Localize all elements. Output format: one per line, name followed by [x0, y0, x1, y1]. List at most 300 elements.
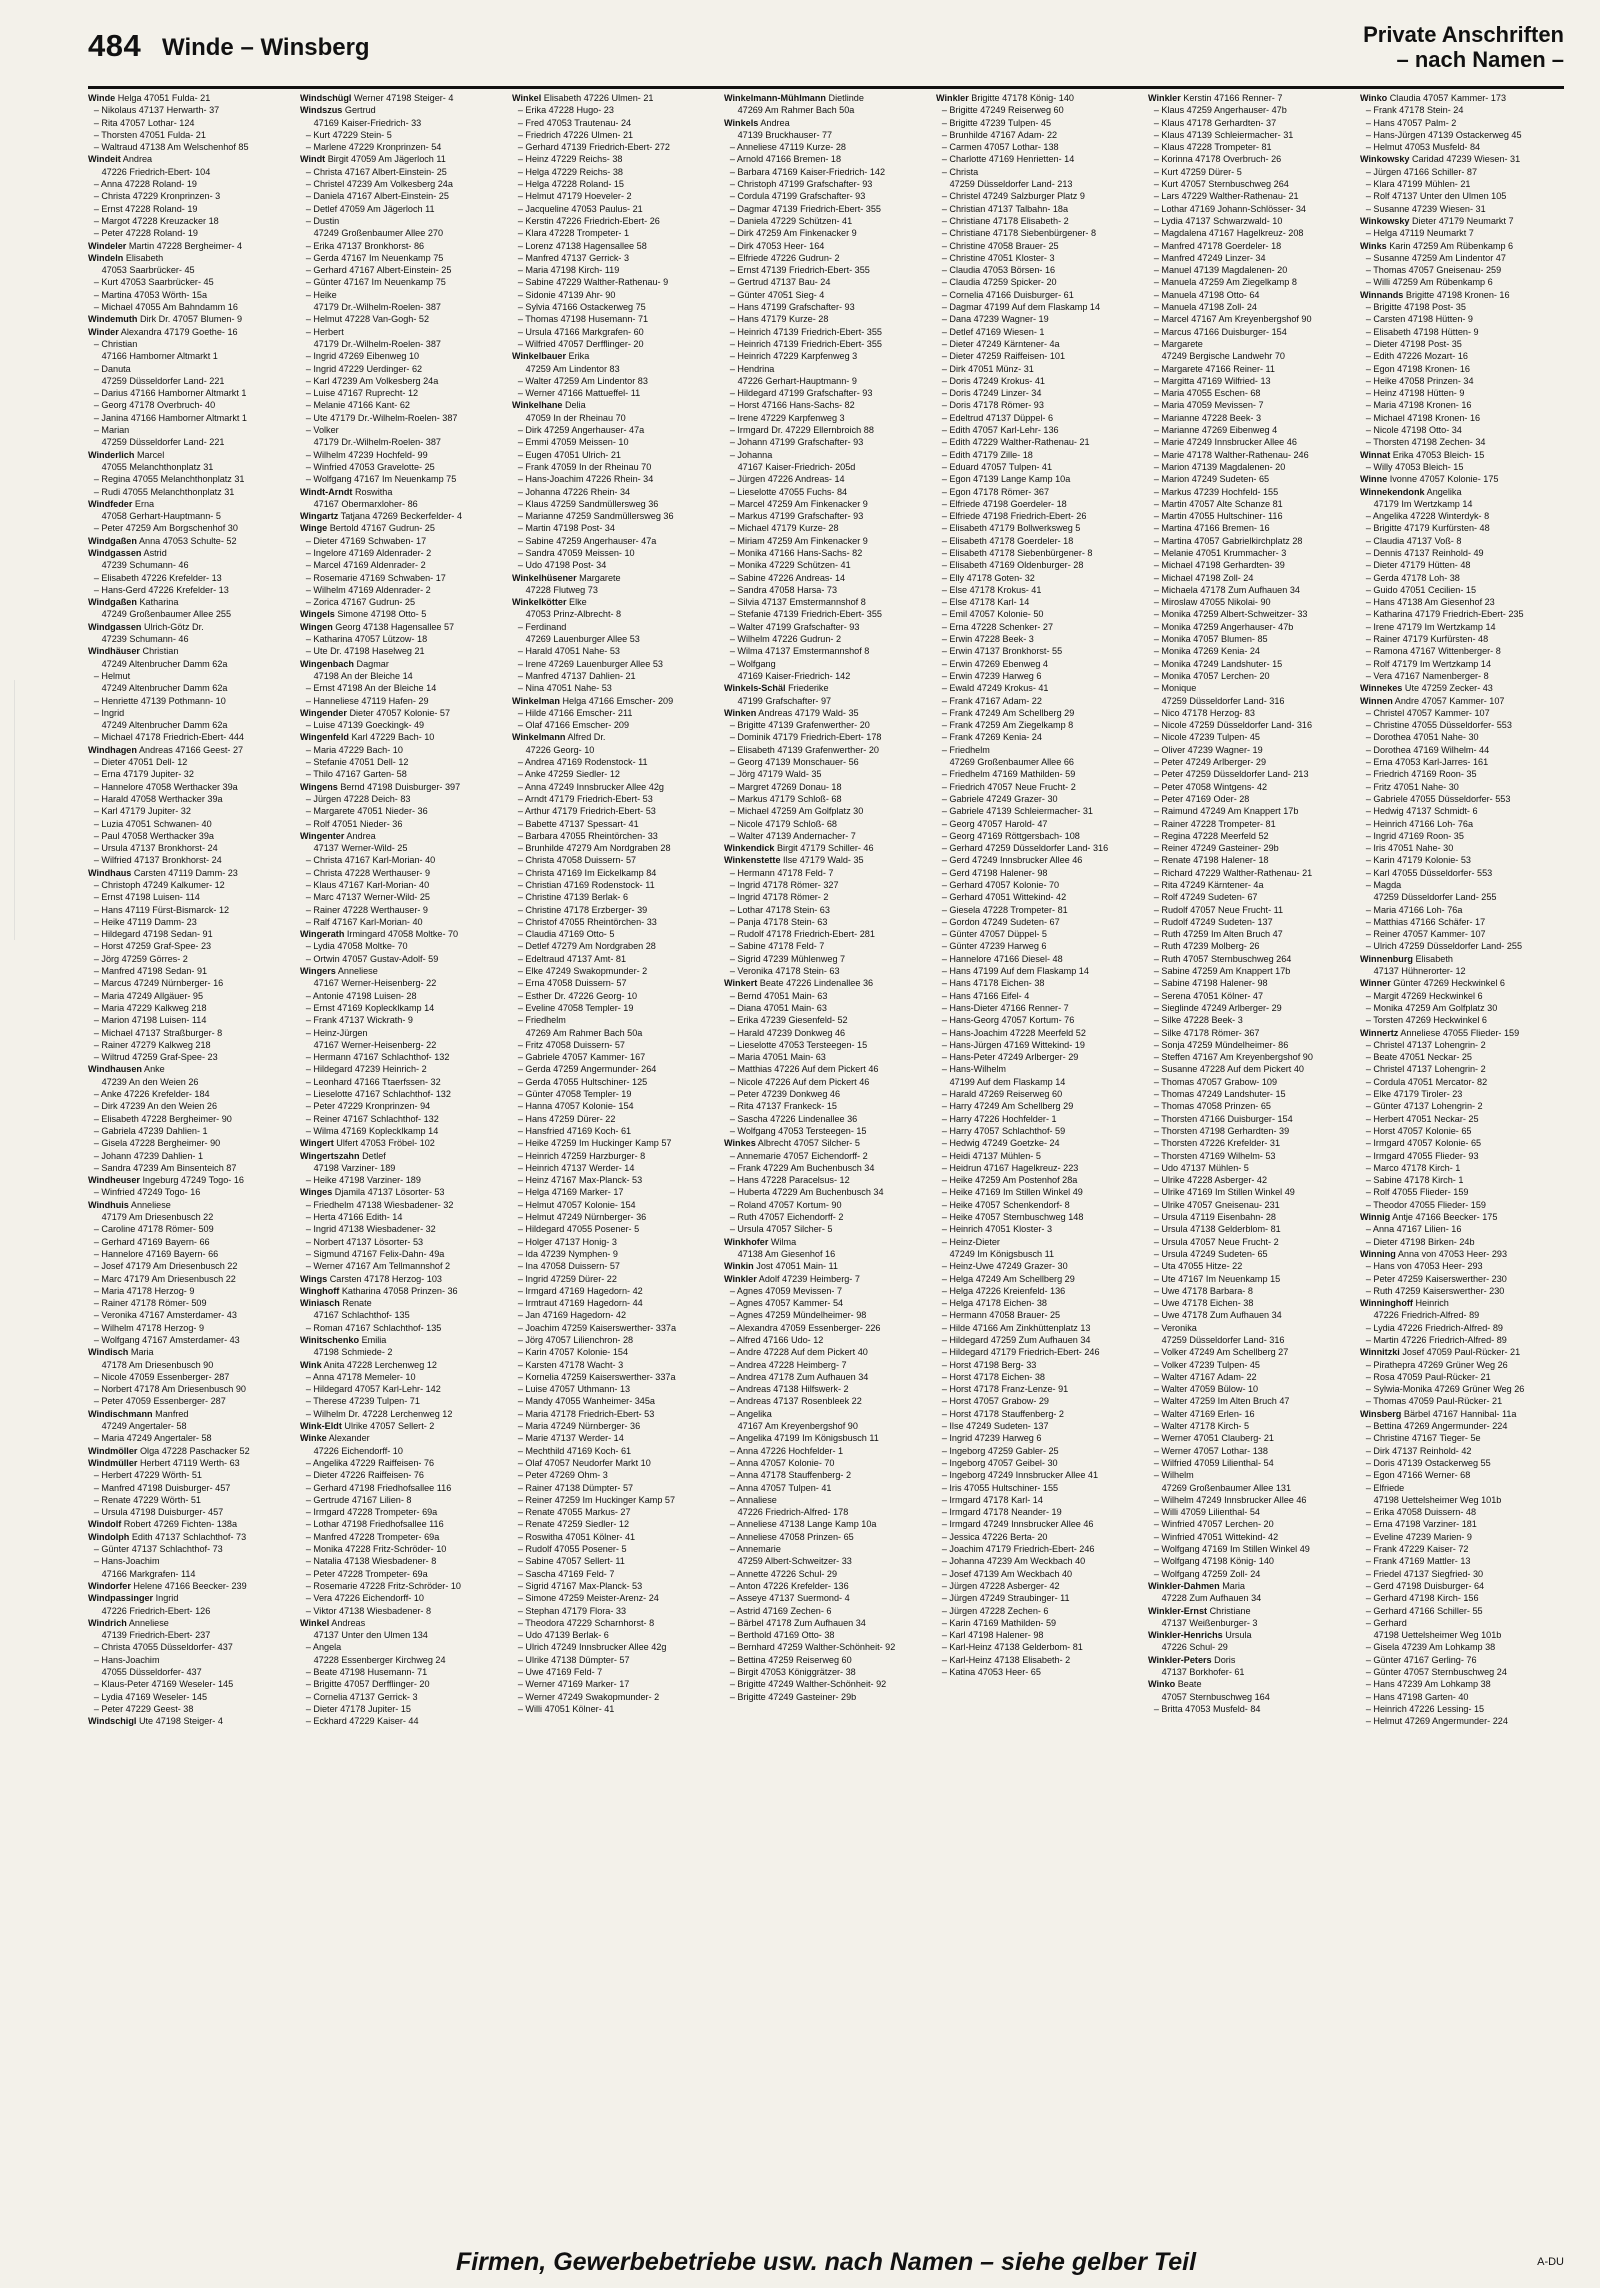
entry-text: – Johann 47199 Grafschafter- 93	[729, 436, 864, 448]
directory-entry	[300, 1322, 498, 1334]
directory-entry	[936, 731, 1134, 743]
directory-entry	[936, 977, 1134, 989]
directory-entry	[1360, 1580, 1558, 1592]
entry-text: Andrea	[760, 116, 790, 128]
entry-text: – Silke 47178 Römer- 367	[1153, 1026, 1260, 1038]
entry-text: – Edeltraud 47137 Amt- 81	[517, 952, 627, 964]
directory-entry	[1360, 498, 1558, 510]
directory-column-5	[936, 92, 1134, 2242]
directory-entry	[1148, 461, 1346, 473]
directory-entry	[1148, 1531, 1346, 1543]
directory-entry	[1360, 436, 1558, 448]
entry-text: Anneliese	[130, 1198, 171, 1210]
entry-text: Karl 47229 Bach- 10	[351, 731, 435, 743]
entry-text: – Anneliese 47119 Kurze- 28	[729, 141, 846, 153]
entry-text: – Jürgen 47226 Andreas- 14	[729, 473, 845, 485]
entry-text: – Michaela 47178 Zum Aufhauen 34	[1153, 583, 1300, 595]
entry-text: 47166 Hamborner Altmarkt 1	[101, 350, 218, 362]
directory-entry	[300, 990, 498, 1002]
directory-entry	[1360, 1113, 1558, 1125]
directory-entry	[936, 965, 1134, 977]
entry-text: – Mechthild 47169 Koch- 61	[517, 1444, 632, 1456]
entry-text: – Frank 47169 Mattler- 13	[1365, 1555, 1471, 1567]
entry-text: 47059 In der Rheinau 70	[525, 411, 626, 423]
entry-text: Wilma	[770, 1235, 797, 1247]
entry-text: 47226 Eichendorff- 10	[313, 1444, 403, 1456]
entry-text: – Christiane 47178 Elisabeth- 2	[941, 214, 1069, 226]
footer-note: Firmen, Gewerbebetriebe usw. nach Namen – siehe gelber Teil	[455, 2248, 1197, 2276]
directory-entry	[512, 1703, 710, 1715]
directory-entry	[512, 1285, 710, 1297]
directory-entry	[724, 1371, 922, 1383]
entry-text: – Serena 47051 Kölner- 47	[1153, 989, 1264, 1001]
entry-text: Beate	[1177, 1678, 1202, 1690]
directory-entry	[1148, 1580, 1346, 1592]
directory-entry	[1148, 1494, 1346, 1506]
directory-entry	[1360, 830, 1558, 842]
entry-surname: Winkel	[512, 92, 542, 103]
directory-entry	[724, 670, 922, 682]
entry-surname: Windisch	[88, 1346, 129, 1358]
entry-text: – Hans-Wilhelm	[941, 1063, 1007, 1075]
entry-text: Margarete	[579, 571, 621, 583]
entry-text: – Helmut 47057 Kolonie- 154	[517, 1198, 636, 1210]
directory-entry	[512, 522, 710, 534]
directory-entry	[1148, 768, 1346, 780]
directory-entry	[1360, 1125, 1558, 1137]
directory-entry	[300, 473, 498, 485]
entry-text: – Dirk 47259 Angerhauser- 47a	[517, 424, 645, 436]
directory-entry	[88, 424, 286, 436]
entry-text: – Christine 47051 Kloster- 3	[941, 251, 1055, 263]
entry-text: – Maria 47051 Main- 63	[729, 1051, 826, 1063]
directory-entry	[1360, 1014, 1558, 1026]
entry-text: – Veronika 47167 Amsterdamer- 43	[93, 1309, 237, 1321]
entry-text: Bertold 47167 Gudrun- 25	[329, 522, 435, 534]
entry-text: – Britta 47053 Musfeld- 84	[1153, 1702, 1261, 1714]
entry-text: – Ingrid 47138 Wiesbadener- 32	[305, 1223, 436, 1235]
directory-entry	[512, 1334, 710, 1346]
entry-text: Ingrid	[155, 1592, 179, 1604]
directory-entry	[724, 1482, 922, 1494]
entry-text: – Manfred 47198 Sedan- 91	[93, 965, 208, 977]
entry-text: – Miriam 47259 Am Finkenacker 9	[729, 534, 868, 546]
entry-text: – Harry 47057 Schlachthof- 59	[941, 1124, 1066, 1136]
entry-text: – Friedhelm 47169 Mathilden- 59	[941, 768, 1076, 780]
entry-text: – Ulrike 47169 Im Stillen Winkel 49	[1153, 1186, 1295, 1198]
directory-entry	[724, 854, 922, 866]
entry-text: – Joachim 47179 Friedrich-Ebert- 246	[941, 1543, 1095, 1555]
entry-text: – Panja 47178 Stein- 63	[729, 915, 828, 927]
entry-text: Dirk Dr. 47057 Blumen- 9	[139, 313, 243, 325]
directory-entry	[1148, 891, 1346, 903]
entry-text: – Frank 47137 Wickrath- 9	[305, 1014, 413, 1026]
entry-text: – Edith 47057 Karl-Lehr- 136	[941, 424, 1059, 436]
directory-entry	[1148, 363, 1346, 375]
entry-text: – Hans 47199 Grafschafter- 93	[729, 301, 855, 313]
entry-text: – Helga 47178 Eichen- 38	[941, 1297, 1047, 1309]
entry-text: – Waltraud 47138 Am Welschenhof 85	[93, 141, 249, 153]
entry-text: Alexandra 47179 Goethe- 16	[120, 325, 238, 337]
entry-text: – Ursula 47119 Eisenbahn- 28	[1153, 1211, 1276, 1223]
directory-entry	[1360, 1260, 1558, 1272]
directory-entry	[300, 1408, 498, 1420]
directory-entry	[300, 498, 498, 510]
entry-surname: Winnen	[1360, 694, 1393, 706]
directory-entry	[300, 658, 498, 670]
entry-text: – Helga 47169 Marker- 17	[517, 1186, 624, 1198]
entry-text: Carsten 47178 Herzog- 103	[329, 1272, 442, 1284]
directory-entry	[1360, 141, 1558, 153]
entry-text: – Rudolf 47249 Sudeten- 137	[1153, 915, 1273, 927]
directory-entry	[724, 1654, 922, 1666]
entry-text: – Wilhelm 47169 Aldenrader- 2	[305, 583, 431, 595]
entry-text: – Alfred 47166 Udo- 12	[729, 1333, 824, 1345]
directory-entry	[936, 682, 1134, 694]
entry-text: – Klaus 47259 Sandmüllersweg 36	[517, 497, 659, 509]
directory-entry	[724, 1592, 922, 1604]
entry-text: Bernd 47198 Duisburger- 397	[340, 780, 461, 792]
entry-text: Detlef	[362, 1149, 386, 1161]
entry-text: – Rainer 47138 Dümpter- 57	[517, 1481, 634, 1493]
entry-text: Andreas 47179 Wald- 35	[758, 706, 859, 718]
entry-text: – Dustin	[305, 214, 340, 226]
directory-entry	[1360, 1285, 1558, 1297]
directory-entry	[1148, 928, 1346, 940]
directory-entry	[300, 1715, 498, 1727]
directory-entry	[300, 596, 498, 608]
entry-text: 47249 Großenbaumer Allee 255	[101, 608, 232, 620]
entry-text: – Kerstin 47226 Friedrich-Ebert- 26	[517, 214, 660, 226]
entry-text: – Werner 47051 Clauberg- 21	[1153, 1432, 1274, 1444]
entry-text: – Peter 47259 Düsseldorfer Land- 213	[1153, 768, 1309, 780]
entry-surname: Winder	[88, 325, 119, 337]
directory-entry	[724, 928, 922, 940]
entry-text: Herbert 47119 Werth- 63	[139, 1456, 240, 1468]
directory-entry	[88, 1432, 286, 1444]
entry-text: Antje 47166 Beecker- 175	[1392, 1211, 1498, 1223]
entry-text: – Gerd 47198 Halener- 98	[941, 866, 1048, 878]
directory-entry	[88, 1469, 286, 1481]
directory-entry	[1360, 486, 1558, 498]
entry-text: 47053 Prinz-Albrecht- 8	[525, 608, 622, 620]
directory-entry	[936, 547, 1134, 559]
entry-surname: Winkowsky	[1360, 214, 1410, 226]
directory-entry	[936, 879, 1134, 891]
directory-entry	[724, 1518, 922, 1530]
entry-text: – Darius 47166 Hamborner Altmarkt 1	[93, 387, 247, 399]
directory-entry	[724, 1297, 922, 1309]
directory-entry	[512, 781, 710, 793]
directory-entry	[300, 1654, 498, 1666]
directory-entry	[1360, 92, 1558, 104]
directory-entry	[300, 1494, 498, 1506]
directory-entry	[300, 178, 498, 190]
entry-text: – Stefanie 47139 Friedrich-Ebert- 355	[729, 608, 882, 620]
directory-entry	[1360, 1383, 1558, 1395]
entry-text: – Wilhelm 47239 Hochfeld- 99	[305, 448, 428, 460]
directory-entry	[88, 276, 286, 288]
entry-text: Anita 47228 Lerchenweg 12	[323, 1358, 437, 1370]
entry-text: – Peter 47259 Kaiserswerther- 230	[1365, 1272, 1507, 1284]
directory-entry	[724, 719, 922, 731]
entry-text: – Joachim 47259 Kaiserswerther- 337a	[517, 1321, 677, 1333]
directory-entry	[1360, 731, 1558, 743]
entry-text: – Cornelia 47137 Gerrick- 3	[305, 1690, 418, 1702]
entry-text: – Wiltrud 47259 Graf-Spee- 23	[93, 1051, 218, 1063]
directory-entry	[300, 203, 498, 215]
entry-text: – Hildegard 47239 Heinrich- 2	[305, 1063, 427, 1075]
directory-entry	[512, 412, 710, 424]
directory-entry	[88, 1617, 286, 1629]
directory-entry	[1360, 559, 1558, 571]
entry-surname: Winkels	[724, 116, 759, 128]
directory-entry	[936, 891, 1134, 903]
directory-entry	[88, 768, 286, 780]
directory-entry	[88, 1531, 286, 1543]
entry-text: – Walter 47259 Am Lindentor 83	[517, 374, 648, 386]
directory-entry	[936, 104, 1134, 116]
directory-entry	[936, 1334, 1134, 1346]
entry-text: – Brigitte 47239 Tulpen- 45	[941, 116, 1052, 128]
entry-text: – Angelika	[729, 1407, 772, 1419]
directory-entry	[1360, 1248, 1558, 1260]
entry-text: 47167 Obermarxloher- 86	[313, 497, 418, 509]
entry-text: – Karl-Heinz 47138 Gelderbom- 81	[941, 1641, 1083, 1653]
entry-text: – Christa 47055 Düsseldorfer- 437	[93, 1641, 233, 1653]
directory-entry	[1360, 965, 1558, 977]
directory-entry	[724, 166, 922, 178]
directory-entry	[1148, 104, 1346, 116]
entry-text: – Ewald 47249 Krokus- 41	[941, 682, 1049, 694]
directory-entry	[1148, 399, 1346, 411]
directory-entry	[300, 1174, 498, 1186]
entry-text: – Udo 47198 Post- 34	[517, 559, 607, 571]
entry-text: – Peter 47239 Donkweg 46	[729, 1088, 841, 1100]
entry-surname: Winkler-Ernst	[1148, 1604, 1208, 1616]
entry-text: – Marcel 47167 Am Kreyenbergshof 90	[1153, 313, 1312, 325]
directory-entry	[512, 682, 710, 694]
entry-surname: Wingartz	[300, 510, 339, 522]
entry-text: – Klaus 47167 Karl-Morian- 40	[305, 879, 430, 890]
entry-text: – Doris 47178 Römer- 93	[941, 399, 1044, 411]
directory-entry	[300, 1297, 498, 1309]
entry-text: 47167 Schlachthof- 135	[313, 1309, 410, 1321]
entry-text: – Maria 47249 Angertaler- 58	[93, 1432, 212, 1444]
directory-entry	[1360, 670, 1558, 682]
directory-entry	[1148, 879, 1346, 891]
directory-entry	[724, 276, 922, 288]
entry-text: – Luise 47167 Ruprecht- 12	[305, 387, 419, 399]
entry-text: – Thomas 47057 Gneisenau- 259	[1365, 264, 1502, 276]
entry-text: – Hans-Georg 47057 Kortum- 76	[941, 1014, 1075, 1026]
directory-entry	[1148, 129, 1346, 141]
directory-entry	[1148, 1309, 1346, 1321]
directory-entry	[300, 1309, 498, 1321]
directory-entry	[512, 1371, 710, 1383]
entry-text: 47139 Friedrich-Ebert- 237	[101, 1629, 211, 1641]
directory-entry	[512, 891, 710, 903]
directory-entry	[936, 1641, 1134, 1653]
entry-text: – Hans 47119 Fürst-Bismarck- 12	[93, 903, 230, 915]
entry-text: – Sabine 47229 Walther-Rathenau- 9	[517, 276, 669, 288]
directory-entry	[724, 1002, 922, 1014]
directory-entry	[88, 682, 286, 694]
entry-text: – Elisabeth 47178 Siebenbürgener- 8	[941, 546, 1093, 558]
entry-text: – Christine 47178 Erzberger- 39	[517, 903, 648, 915]
entry-text: – Marianne 47269 Eibenweg 4	[1153, 424, 1278, 436]
directory-entry	[512, 719, 710, 731]
entry-text: – Else 47178 Karl- 14	[941, 596, 1030, 608]
entry-text: – Ingeborg 47057 Geibel- 30	[941, 1456, 1058, 1468]
directory-entry	[936, 1420, 1134, 1432]
directory-entry	[936, 1469, 1134, 1481]
directory-entry	[724, 129, 922, 141]
directory-entry	[1148, 830, 1346, 842]
entry-text: – Gabriele 47055 Düsseldorfer- 553	[1365, 792, 1511, 804]
entry-text: – Wilfried 47059 Lilienthal- 54	[1153, 1456, 1274, 1468]
directory-entry	[512, 1506, 710, 1518]
entry-text: – Susanne 47259 Am Lindentor 47	[1365, 251, 1506, 263]
entry-text: – Doris 47249 Linzer- 34	[941, 387, 1042, 399]
entry-text: – Christel 47239 Am Volkesberg 24a	[305, 178, 453, 190]
entry-text: – Dieter 47226 Raiffeisen- 76	[305, 1469, 424, 1481]
directory-entry	[724, 203, 922, 215]
entry-text: – Georg 47057 Harold- 47	[941, 817, 1048, 829]
directory-entry	[88, 461, 286, 473]
entry-text: – Ortwin 47057 Gustav-Adolf- 59	[305, 952, 439, 964]
directory-entry	[1148, 1186, 1346, 1198]
directory-entry	[1148, 559, 1346, 571]
entry-text: – Arthur 47179 Friedrich-Ebert- 53	[517, 805, 656, 817]
entry-text: Caridad 47239 Wiesen- 31	[1411, 153, 1521, 165]
directory-entry	[936, 1555, 1134, 1567]
directory-entry	[1148, 1371, 1346, 1383]
entry-text: – Gabriele 47057 Kammer- 167	[517, 1051, 646, 1063]
directory-entry	[300, 1555, 498, 1567]
directory-entry	[1360, 1691, 1558, 1703]
entry-surname: Windemuth	[88, 313, 138, 325]
directory-entry	[88, 129, 286, 141]
directory-entry	[300, 805, 498, 817]
directory-entry	[88, 375, 286, 387]
directory-entry	[1148, 1346, 1346, 1358]
directory-entry	[300, 1420, 498, 1432]
entry-text: – Marianne 47228 Beek- 3	[1153, 411, 1262, 423]
directory-entry	[724, 449, 922, 461]
entry-text: 47137 Hühnerorter- 12	[1373, 965, 1466, 977]
directory-entry	[1148, 1518, 1346, 1530]
directory-entry	[936, 1568, 1134, 1580]
entry-text: – Hans 47179 Kurze- 28	[729, 313, 829, 325]
entry-text: – Reiner 47259 Im Huckinger Kamp 57	[517, 1493, 676, 1505]
entry-text: – Erna 47198 Varziner- 181	[1365, 1518, 1477, 1530]
entry-text: Alfred Dr.	[567, 731, 606, 743]
entry-text: – Detlef 47169 Wiesen- 1	[941, 325, 1045, 337]
directory-entry	[300, 1236, 498, 1248]
directory-entry	[1360, 818, 1558, 830]
entry-text: – Elke 47249 Swakopmunder- 2	[517, 965, 648, 977]
directory-entry	[1148, 658, 1346, 670]
directory-entry	[512, 1531, 710, 1543]
directory-entry	[936, 781, 1134, 793]
entry-surname: Windszus	[300, 104, 343, 116]
entry-text: Erika 47053 Bleich- 15	[1392, 448, 1485, 460]
directory-entry	[88, 1715, 286, 1727]
entry-text: – Helmut	[93, 669, 131, 681]
entry-text: – Nico 47178 Herzog- 83	[1153, 706, 1255, 718]
directory-entry	[300, 1039, 498, 1051]
directory-entry	[1148, 1236, 1346, 1248]
entry-text: – Marcel 47169 Aldenrader- 2	[305, 559, 426, 571]
entry-text: – Anna 47167 Lilien- 16	[1365, 1223, 1462, 1235]
directory-entry	[88, 1408, 286, 1420]
directory-entry	[88, 1691, 286, 1703]
entry-text: – Zorica 47167 Gudrun- 25	[305, 596, 416, 608]
entry-text: – Gerda 47178 Loh- 38	[1365, 571, 1460, 583]
directory-entry	[512, 92, 710, 104]
directory-entry	[512, 387, 710, 399]
entry-text: – Andre 47228 Auf dem Pickert 40	[729, 1346, 868, 1358]
directory-entry	[512, 1445, 710, 1457]
directory-entry	[936, 166, 1134, 178]
directory-entry	[512, 977, 710, 989]
entry-text: – Monika 47269 Kenia- 24	[1153, 645, 1260, 657]
directory-entry	[1148, 252, 1346, 264]
entry-text: – Susanne 47239 Wiesen- 31	[1365, 202, 1486, 214]
entry-text: 47138 Am Giesenhof 16	[737, 1247, 836, 1259]
directory-entry	[1360, 1592, 1558, 1604]
directory-entry	[88, 842, 286, 854]
entry-text: – Rolf 47055 Flieder- 159	[1365, 1186, 1469, 1198]
entry-text: – Lars 47229 Walther-Rathenau- 21	[1153, 190, 1299, 202]
entry-text: – Brigitte 47057 Derfflinger- 20	[305, 1678, 430, 1690]
directory-entry	[1148, 1088, 1346, 1100]
entry-text: – Erika 47239 Giesenfeld- 52	[729, 1014, 848, 1026]
directory-entry	[936, 363, 1134, 375]
entry-text: – Volker	[305, 424, 339, 436]
entry-text: – Hildegard 47259 Zum Aufhauen 34	[941, 1333, 1091, 1345]
directory-entry	[1148, 473, 1346, 485]
entry-text: – Ingrid 47178 Römer- 2	[729, 891, 829, 903]
entry-surname: Winkelmann-Mühlmann	[724, 92, 826, 103]
entry-surname: Winkler-Dahmen	[1148, 1579, 1220, 1591]
entry-text: 47166 Markgrafen- 114	[101, 1567, 196, 1579]
directory-entry	[1360, 781, 1558, 793]
entry-text: – Matthias 47226 Auf dem Pickert 46	[729, 1063, 879, 1075]
entry-text: – Monika 47229 Schützen- 41	[729, 559, 851, 571]
directory-entry	[300, 1678, 498, 1690]
directory-entry	[724, 584, 922, 596]
directory-entry	[936, 1457, 1134, 1469]
directory-entry	[936, 387, 1134, 399]
entry-text: – Heinz-Dieter	[941, 1235, 1000, 1247]
entry-text: – Walter 47167 Adam- 22	[1153, 1370, 1257, 1382]
entry-text: 47179 Am Driesenbusch 22	[101, 1211, 214, 1223]
entry-text: – Marc 47137 Werner-Wild- 25	[305, 891, 430, 903]
entry-text: – Hilde 47166 Am Zinkhüttenplatz 13	[941, 1321, 1091, 1333]
directory-entry	[88, 436, 286, 448]
entry-text: – Marie 47178 Walther-Rathenau- 246	[1153, 448, 1309, 460]
directory-entry	[512, 240, 710, 252]
directory-entry	[1148, 387, 1346, 399]
directory-entry	[724, 326, 922, 338]
entry-text: 47259 Düsseldorfer Land- 316	[1161, 694, 1285, 706]
directory-entry	[1148, 1703, 1346, 1715]
entry-text: – Harald 47051 Nahe- 53	[517, 645, 620, 657]
entry-surname: Winkelmann	[512, 731, 566, 743]
entry-text: 47167 Werner-Heisenberg- 22	[313, 1038, 437, 1050]
